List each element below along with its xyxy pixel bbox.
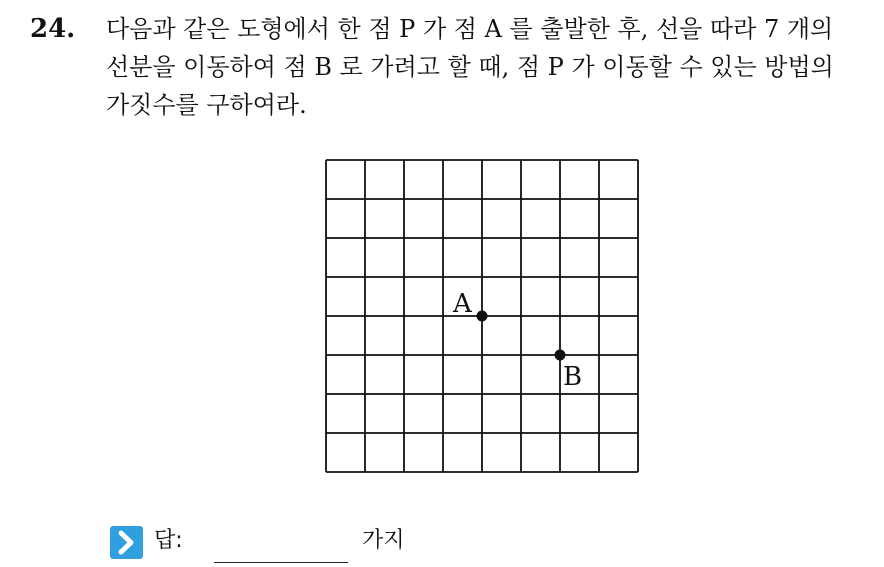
answer-unit: 가지 [362, 528, 405, 553]
problem-number: 24. [30, 14, 76, 44]
grid-diagram [314, 150, 648, 480]
chevron-right-icon [110, 526, 143, 559]
answer-label: 답: [154, 528, 183, 553]
answer-row [110, 520, 510, 564]
point-b-label: B [563, 362, 583, 392]
point-b-dot [555, 350, 566, 361]
problem-text [106, 10, 876, 124]
answer-blank[interactable] [214, 562, 348, 563]
problem-line: 가짓수를 구하여라. [106, 91, 307, 119]
point-a-label: A [453, 289, 472, 319]
problem-line: 선분을 이동하여 점 B 로 가려고 할 때, 점 P 가 이동할 수 있는 방법의 [106, 53, 834, 81]
point-a-dot [477, 311, 488, 322]
problem-line: 다음과 같은 도형에서 한 점 P 가 점 A 를 출발한 후, 선을 따라 7 개의 [106, 15, 834, 43]
grid-figure [314, 150, 648, 480]
